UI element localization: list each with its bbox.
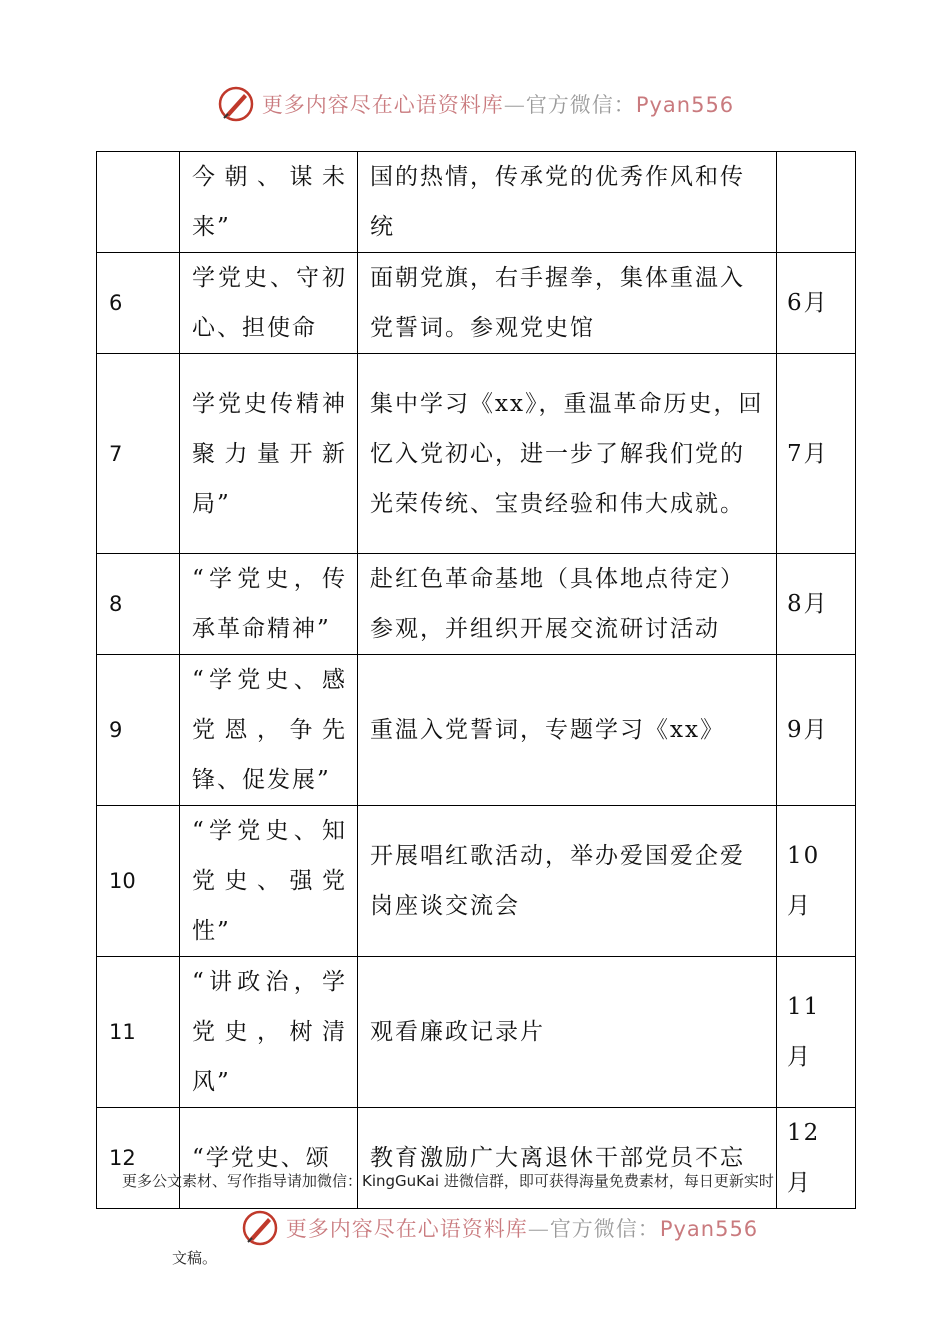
banner-wechat-id: Pyan556	[659, 1217, 759, 1241]
row-theme: 今朝、谋未来”	[180, 152, 358, 253]
banner-brand: 更多内容尽在心语资料库	[261, 93, 504, 117]
table-row	[97, 957, 856, 1108]
row-content: 重温入党誓词，专题学习《xx》	[358, 655, 777, 806]
row-time: 11月	[777, 957, 856, 1108]
banner-text	[286, 1213, 758, 1243]
row-content: 集中学习《xx》，重温革命历史，回忆入党初心，进一步了解我们党的光荣传统、宝贵经验和伟大成就。	[358, 354, 777, 554]
row-theme: 学党史、守初心、担使命	[180, 253, 358, 354]
row-theme: “讲政治，学党史，树清风”	[180, 957, 358, 1108]
row-content: 面朝党旗，右手握拳，集体重温入党誓词。参观党史馆	[358, 253, 777, 354]
banner-dash: —	[527, 1217, 550, 1241]
table-row	[97, 655, 856, 806]
row-content: 赴红色革命基地（具体地点待定）参观，并组织开展交流研讨活动	[358, 554, 777, 655]
pen-logo-icon	[240, 1208, 280, 1248]
header-banner	[0, 82, 950, 126]
table-row	[97, 253, 856, 354]
footer-banner	[24, 1206, 950, 1250]
row-number: 11	[97, 957, 180, 1108]
banner-dash: —	[503, 93, 526, 117]
row-theme: 学党史传精神聚力量开新局”	[180, 354, 358, 554]
row-theme: “学党史、颂	[180, 1108, 358, 1209]
activity-plan-table	[96, 151, 856, 1209]
table-row	[97, 354, 856, 554]
row-number	[97, 152, 180, 253]
pen-logo-icon	[216, 84, 256, 124]
table-row	[97, 152, 856, 253]
footer-note-tail: 文稿。	[172, 1249, 218, 1267]
banner-wechat-id: Pyan556	[635, 93, 735, 117]
footer-note: 更多公文素材、写作指导请加微信：KingGuKai 进微信群，即可获得海量免费素材，每日更新实时	[122, 1172, 774, 1190]
row-time: 9月	[777, 655, 856, 806]
row-time: 10月	[777, 806, 856, 957]
table-row	[97, 806, 856, 957]
banner-content	[216, 84, 734, 124]
row-number: 10	[97, 806, 180, 957]
row-time: 12月	[777, 1108, 856, 1209]
row-content: 国的热情，传承党的优秀作风和传统	[358, 152, 777, 253]
row-number: 9	[97, 655, 180, 806]
row-time	[777, 152, 856, 253]
banner-text	[262, 89, 734, 119]
row-time: 6月	[777, 253, 856, 354]
row-content: 教育激励广大离退休干部党员不忘	[358, 1108, 777, 1209]
row-time: 7月	[777, 354, 856, 554]
row-theme: “学党史，传承革命精神”	[180, 554, 358, 655]
banner-wechat-label: 官方微信：	[549, 1217, 660, 1241]
banner-wechat-label: 官方微信：	[525, 93, 636, 117]
row-content: 观看廉政记录片	[358, 957, 777, 1108]
table-row	[97, 554, 856, 655]
row-theme: “学党史、感党恩，争先锋、促发展”	[180, 655, 358, 806]
banner-content	[240, 1208, 758, 1248]
row-number: 6	[97, 253, 180, 354]
row-number: 8	[97, 554, 180, 655]
row-number: 7	[97, 354, 180, 554]
banner-brand: 更多内容尽在心语资料库	[285, 1217, 528, 1241]
row-content: 开展唱红歌活动，举办爱国爱企爱岗座谈交流会	[358, 806, 777, 957]
row-number: 12	[97, 1108, 180, 1209]
row-theme: “学党史、知党史、强党性”	[180, 806, 358, 957]
row-time: 8月	[777, 554, 856, 655]
table-row	[97, 1108, 856, 1209]
